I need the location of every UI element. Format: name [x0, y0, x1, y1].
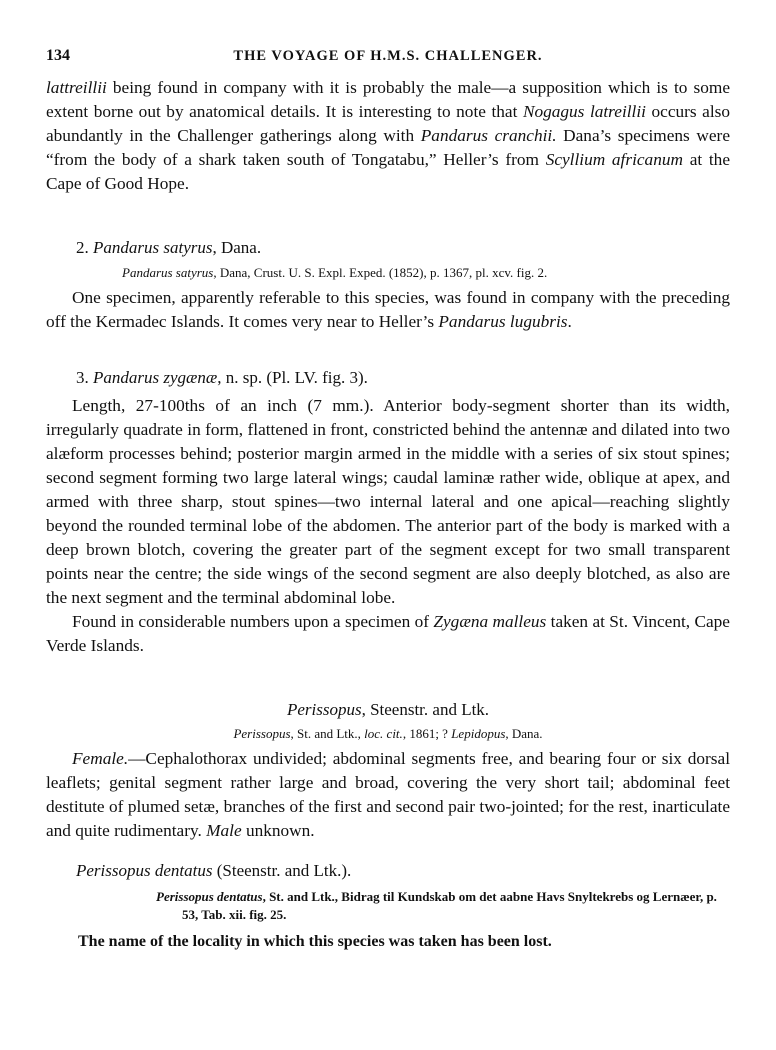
intro-text-2: occurs also abundantly in the Challenger gatherings along with	[46, 102, 730, 145]
syn-dana: , Dana.	[505, 726, 543, 741]
reference-text: , St. and Ltk., Bidrag til Kundskab om det aabne Havs Snyltekrebs og Lernæer, p. 53, Tab. xii. fig. 25.	[182, 889, 717, 922]
genus-author: , Steenstr. and Ltk.	[361, 700, 490, 719]
species-name: Pandarus zygænæ	[93, 368, 218, 387]
male-note: unknown.	[241, 821, 315, 840]
syn-authors: , St. and Ltk.,	[290, 726, 365, 741]
male-label: Male	[206, 821, 242, 840]
species-author: , Dana.	[212, 238, 262, 257]
page-header	[46, 44, 730, 68]
species-title-satyrus	[76, 236, 730, 260]
locality-text-end: taken at St. Vincent, Cape Verde Islands.	[46, 612, 730, 655]
species-title-dentatus	[76, 859, 730, 883]
dentatus-reference	[72, 888, 730, 924]
female-label: Female.	[72, 749, 129, 768]
intro-taxon-3: Pandarus cranchii.	[420, 126, 557, 145]
intro-text-4: at the Cape of Good Hope.	[46, 150, 730, 193]
synonymy-reference: , Dana, Crust. U. S. Expl. Exped. (1852), p. 1367, pl. xcv. fig. 2.	[213, 265, 548, 280]
satyrus-text: One specimen, apparently referable to this species, was found in company with the preceding off the Kermadec Islands. It comes very near to Heller’s	[46, 288, 730, 331]
intro-text-3: Dana’s specimens were “from the body of a shark taken south of Tongatabu,” Heller’s from	[46, 126, 730, 169]
running-head: THE VOYAGE OF H.M.S. CHALLENGER.	[233, 48, 543, 64]
synonymy-name: Pandarus satyrus	[122, 265, 214, 280]
intro-taxon-2: Nogagus latreillii	[522, 102, 646, 121]
intro-text-1: being found in company with it is probably the male—a supposition which is to some extent borne out by anatomical details. It is interesting to note that	[46, 78, 730, 121]
syn-alt-genus: Lepidopus	[451, 726, 506, 741]
species-title-zygaenae	[76, 366, 730, 390]
zygaenae-description: Length, 27-100ths of an inch (7 mm.). Anterior body-segment shorter than its width, irregularly quadrate in form, flattened in front, constricted behind the antennæ and dilated into two alæform processes behind; posterior margin armed in the middle with a series of six stout spines; second segment forming two large lateral wings; caudal laminæ rather wide, oblique at apex, and armed with three sharp, stout spines—two internal lateral and one apical—reaching slightly beyond the rounded terminal lobe of the abdomen. The anterior part of the body is marked with a deep brown blotch, covering the greater part of the segment except for two small transparent points near the centre; the side wings of the second segment are also deeply blotched, as also are the next segment and the terminal abdominal lobe.	[46, 396, 730, 607]
species-author: (Steenstr. and Ltk.).	[212, 861, 352, 880]
genus-title-perissopus	[46, 698, 730, 722]
host-taxon: Zygæna malleus	[433, 612, 547, 631]
species-number: 3.	[76, 368, 93, 387]
species-author: , n. sp. (Pl. LV. fig. 3).	[217, 368, 368, 387]
intro-taxon-1: lattreillii	[46, 78, 107, 97]
zygaenae-locality	[46, 610, 730, 658]
intro-taxon-4: Scyllium africanum	[545, 150, 683, 169]
species-name: Perissopus dentatus	[76, 861, 213, 880]
species-number: 2.	[76, 238, 93, 257]
syn-year: , 1861; ?	[402, 726, 452, 741]
intro-paragraph	[46, 76, 730, 196]
syn-genus: Perissopus	[233, 726, 291, 741]
syn-loc-cit: loc. cit.	[364, 726, 403, 741]
page-number: 134	[46, 47, 70, 64]
synonymy-satyrus	[46, 264, 730, 282]
locality-text: Found in considerable numbers upon a specimen of	[72, 612, 434, 631]
satyrus-text-end: .	[567, 312, 572, 331]
genus-name: Perissopus	[286, 700, 362, 719]
female-description: —Cephalothorax undivided; abdominal segments free, and bearing four or six dorsal leaflets; genital segment rather large and broad, covering the very short tail; abdominal feet destitute of plumed setæ, branches of the first and second pair two-jointed; for the rest, inarticulate and quite rudimentary.	[46, 749, 730, 840]
genus-synonymy	[46, 725, 730, 743]
reference-name: Perissopus dentatus	[156, 889, 263, 904]
satyrus-paragraph	[46, 286, 730, 334]
perissopus-description	[46, 747, 730, 843]
species-name: Pandarus satyrus	[93, 238, 213, 257]
dentatus-note: The name of the locality in which this species was taken has been lost.	[78, 933, 552, 950]
satyrus-taxon: Pandarus lugubris	[438, 312, 568, 331]
